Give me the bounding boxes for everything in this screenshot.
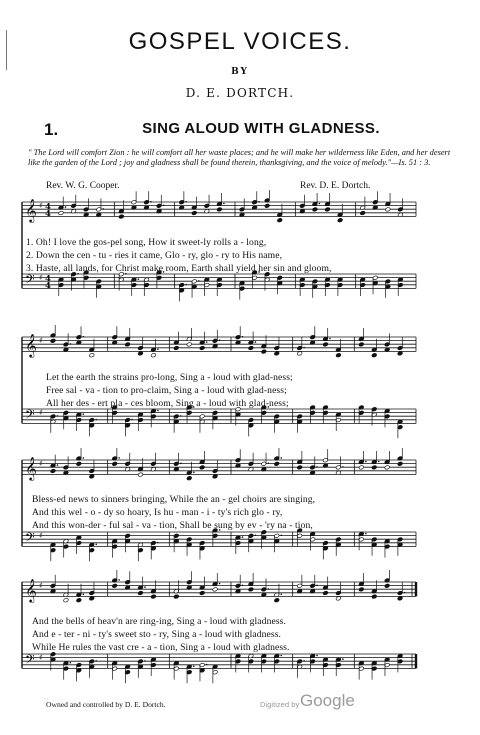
words-credit: Rev. W. G. Cooper. <box>46 181 120 191</box>
treble-clef-icon: 𝄞 <box>25 456 37 480</box>
treble-clef-icon: 𝄞 <box>25 578 37 602</box>
hymn-title: SING ALOUD WITH GLADNESS. <box>142 120 380 137</box>
lyric-line: 3. Haste, all lands, for Christ make room, Earth shall yield her sin and gloom, <box>26 263 332 274</box>
bass-clef-icon: 𝄢 <box>25 652 35 670</box>
sharp-icon: ♯ <box>39 408 43 417</box>
lyric-line: Let the earth the strains pro-long, Sing a - loud with glad-ness; <box>46 372 293 383</box>
lyric-line: While He rules the vast cre - a - tion, Sing a - loud with gladness. <box>32 642 290 653</box>
lyric-line: Bless-ed news to sinners bringing, While the an - gel choirs are singing, <box>32 494 316 505</box>
music-credit: Rev. D. E. Dortch. <box>300 181 371 191</box>
sharp-icon: ♯ <box>39 201 43 210</box>
time-signature-digit: 4 <box>45 209 51 220</box>
book-title: GOSPEL VOICES. <box>128 28 352 55</box>
sharp-icon: ♯ <box>39 531 43 540</box>
time-signature-digit: 4 <box>45 281 51 292</box>
book-author: D. E. DORTCH. <box>185 86 295 100</box>
lyric-line: Free sal - va - tion to pro-claim, Sing a - loud with glad-ness; <box>46 385 287 396</box>
bass-clef-icon: 𝄢 <box>25 530 35 548</box>
sharp-icon: ♯ <box>39 336 43 345</box>
google-watermark: Google <box>300 691 355 710</box>
lyric-line: And this wel - o - dy so hoary, Is hu - man - i - ty's rich glo - ry, <box>32 507 283 518</box>
sharp-icon: ♯ <box>39 653 43 662</box>
hymn-number: 1. <box>44 120 59 139</box>
sharp-icon: ♯ <box>39 273 43 282</box>
lyric-line: 1. Oh! I love the gos-pel song, How it sweet-ly rolls a - long, <box>26 237 267 248</box>
sharp-icon: ♯ <box>39 581 43 590</box>
lyric-line: And the bells of heav'n are ring-ing, Sing a - loud with gladness. <box>32 616 286 627</box>
lyric-line: 2. Down the cen - tu - ries it came, Glo - ry, glo - ry to His name, <box>26 250 283 261</box>
sharp-icon: ♯ <box>39 459 43 468</box>
bass-clef-icon: 𝄢 <box>25 272 35 290</box>
bass-clef-icon: 𝄢 <box>25 407 35 425</box>
time-signature-digit: 4 <box>45 202 51 212</box>
treble-clef-icon: 𝄞 <box>25 198 37 222</box>
lyric-line: And e - ter - ni - ty's sweet sto - ry, Sing a - loud with gladness. <box>32 629 282 640</box>
time-signature-digit: 4 <box>45 274 51 284</box>
digitized-by-label: Digitized by <box>260 700 300 709</box>
lyric-line: All her des - ert pla - ces bloom, Sing a - loud with glad-ness; <box>46 398 289 409</box>
by-label: BY <box>231 67 249 77</box>
scripture-epigraph: " The Lord will comfort Zion : he will comfort all her waste places; and he will make her wilderness like Eden, and her desert like the garden of the Lord ; joy and gladness shall be found therein, thanksgiving, and the voice of melody."—Is. 51 : 3. <box>28 148 451 167</box>
treble-clef-icon: 𝄞 <box>25 333 37 357</box>
copyright-notice: Owned and controlled by D. E. Dortch. <box>46 700 166 709</box>
lyric-line: And this won-der - ful sal - va - tion, Shall be sung by ev - 'ry na - tion, <box>32 520 313 531</box>
